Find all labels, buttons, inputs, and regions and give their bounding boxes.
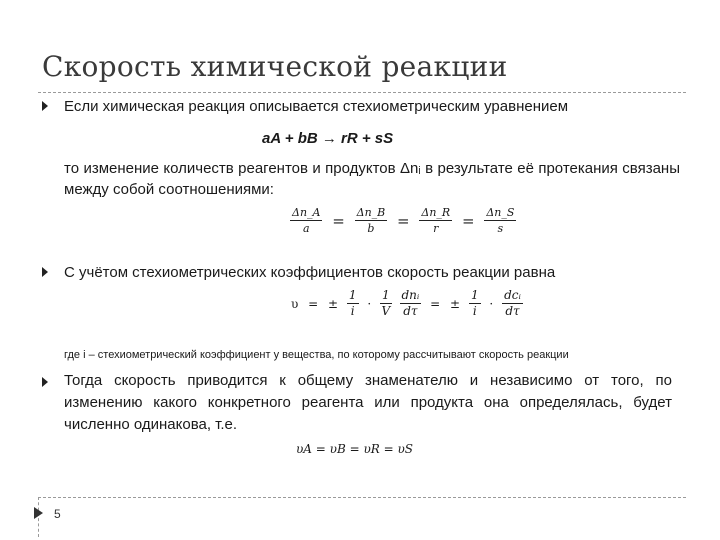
- triangle-page-icon: [34, 507, 43, 519]
- bullet-arrow-icon: [42, 267, 48, 277]
- fraction-s: $\frac{\Delta n\_S}{s}$: [486, 206, 515, 235]
- equal-rates-formula: υA = υB = υR = υS: [296, 442, 413, 456]
- reaction-equation: aA + bB → rR + sS: [262, 130, 394, 147]
- title-divider: [38, 92, 686, 93]
- bullet-1-text: Если химическая реакция описывается стехиометрическим уравнением: [64, 98, 569, 115]
- page-number: 5: [54, 507, 61, 521]
- bullet-1-continuation: то изменение количеств реагентов и продуктов Δnᵢ в результате её протекания связаны между собой соотношениями:: [64, 160, 680, 198]
- bullet-3-text: Тогда скорость приводится к общему знаменателю и независимо от того, по изменению какого конкретного реагента или продукта она определялась, будет численно одинакова, т.е.: [64, 372, 672, 433]
- ratio-formula: $\frac{\Delta n\_A}{a}$ = $\frac{\Delta n\_B}{b}$ = $\frac{\Delta n\_R}{r}$ = $\frac{\Delta n\_S}{s}$: [292, 206, 515, 235]
- coefficient-note: где i – стехиометрический коэффициент у вещества, по которому рассчитывают скорость реакции: [64, 349, 569, 361]
- rate-formula: υ = ± $\frac{1}{i}$ · $\frac{1}{V}$ $\frac{\text{dnᵢ}}{d\tau}$ = ± $\frac{1}{i}$ · $\frac{\text{dcᵢ}}{d\tau}$: [291, 288, 521, 318]
- bullet-2-text: С учётом стехиометрических коэффициентов скорость реакции равна: [64, 264, 556, 281]
- bullet-arrow-icon: [42, 377, 48, 387]
- footer-divider: [38, 497, 686, 498]
- fraction-a: $\frac{\Delta n\_A}{a}$: [292, 206, 321, 235]
- bullet-arrow-icon: [42, 101, 48, 111]
- slide-title: Скорость химической реакции: [42, 50, 508, 83]
- fraction-b: $\frac{\Delta n\_B}{b}$: [356, 206, 386, 235]
- fraction-r: $\frac{\Delta n\_R}{r}$: [421, 206, 451, 235]
